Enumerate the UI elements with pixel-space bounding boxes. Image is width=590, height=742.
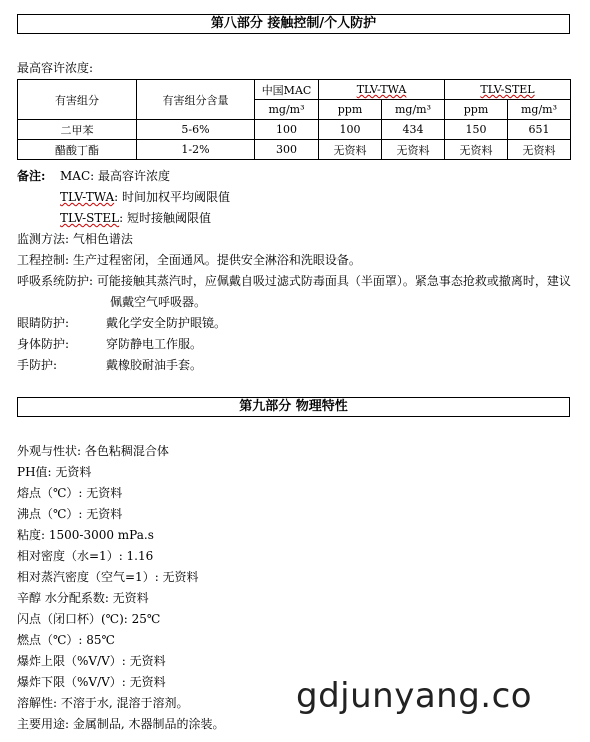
engineering-control: 工程控制: 生产过程密闭，全面通风。提供安全淋浴和洗眼设备。: [17, 253, 361, 267]
property-item: 辛醇 水分配系数: 无资料: [17, 591, 149, 605]
table-cell: 150: [445, 120, 508, 140]
eye-protection-value: 戴化学安全防护眼镜。: [106, 316, 227, 330]
note-twa: [60, 189, 230, 205]
table-cell: 300: [255, 140, 319, 160]
col-header-china-mac: 中国MAC: [255, 80, 319, 100]
property-item: 爆炸下限（%V/V）: 无资料: [17, 675, 166, 689]
property-item: 相对密度（水=1）: 1.16: [17, 549, 154, 563]
body-protection-value: 穿防静电工作服。: [106, 337, 203, 351]
col-header-tlv-stel: [445, 80, 571, 100]
site-watermark: gdjunyang.co: [296, 676, 533, 716]
table-cell: 100: [319, 120, 382, 140]
note-label: 备注:: [17, 169, 46, 183]
unit-china: mg/m³: [255, 100, 319, 120]
table-cell: 1-2%: [137, 140, 255, 160]
section9-title: 第九部分 物理特性: [17, 397, 570, 417]
property-item: 溶解性: 不溶于水, 混溶于溶剂。: [17, 696, 189, 710]
note-stel-val: : 短时接触阈限值: [119, 211, 211, 225]
property-item: 燃点（℃）: 85℃: [17, 633, 115, 647]
respiratory-protection-cont: 佩戴空气呼吸器。: [110, 295, 207, 309]
property-item: PH值: 无资料: [17, 465, 92, 479]
note-stel: [60, 210, 211, 226]
note-twa-key: TLV-TWA: [60, 190, 115, 204]
table-cell: 无资料: [508, 140, 571, 160]
col-header-component: 有害组分: [18, 80, 137, 120]
table-cell: 醋酸丁酯: [18, 140, 137, 160]
body-protection-label: 身体防护:: [17, 337, 70, 351]
property-item: 沸点（℃）: 无资料: [17, 507, 123, 521]
property-item: 主要用途: 金属制品, 木器制品的涂装。: [17, 717, 225, 731]
property-item: 外观与性状: 各色粘稠混合体: [17, 444, 169, 458]
col-header-content: 有害组分含量: [137, 80, 255, 120]
table-row: [18, 140, 571, 160]
eye-protection-label: 眼睛防护:: [17, 316, 70, 330]
table-cell: 无资料: [445, 140, 508, 160]
note-stel-key: TLV-STEL: [60, 211, 120, 225]
tlv-stel-text: TLV-STEL: [480, 83, 535, 96]
property-item: 相对蒸汽密度（空气=1）: 无资料: [17, 570, 199, 584]
table-header-row: [18, 80, 571, 100]
section8-title: 第八部分 接触控制/个人防护: [17, 14, 570, 34]
property-item: 粘度: 1500-3000 mPa.s: [17, 528, 154, 542]
monitor-method: 监测方法: 气相色谱法: [17, 232, 133, 246]
table-cell: 100: [255, 120, 319, 140]
table-cell: 无资料: [382, 140, 445, 160]
table-cell: 二甲苯: [18, 120, 137, 140]
table-cell: 651: [508, 120, 571, 140]
property-item: 闪点（闭口杯）(℃): 25℃: [17, 612, 161, 626]
max-conc-label: 最高容许浓度:: [17, 61, 94, 75]
property-item: 熔点（℃）: 无资料: [17, 486, 123, 500]
unit-stel-ppm: ppm: [445, 100, 508, 120]
col-header-tlv-twa: [319, 80, 445, 100]
note-twa-val: : 时间加权平均阈限值: [114, 190, 231, 204]
tlv-twa-text: TLV-TWA: [356, 83, 407, 96]
table-cell: 434: [382, 120, 445, 140]
hand-protection-value: 戴橡胶耐油手套。: [106, 358, 203, 372]
exposure-limits-table: [17, 79, 571, 160]
property-item: 爆炸上限（%V/V）: 无资料: [17, 654, 166, 668]
table-row: [18, 120, 571, 140]
table-cell: 5-6%: [137, 120, 255, 140]
unit-stel-mg: mg/m³: [508, 100, 571, 120]
unit-twa-ppm: ppm: [319, 100, 382, 120]
hand-protection-label: 手防护:: [17, 358, 58, 372]
note-mac: MAC: 最高容许浓度: [60, 169, 170, 183]
table-cell: 无资料: [319, 140, 382, 160]
respiratory-protection: 呼吸系统防护: 可能接触其蒸汽时，应佩戴自吸过滤式防毒面具（半面罩）。紧急事态抢救或撤离时，建议: [17, 274, 571, 288]
unit-twa-mg: mg/m³: [382, 100, 445, 120]
